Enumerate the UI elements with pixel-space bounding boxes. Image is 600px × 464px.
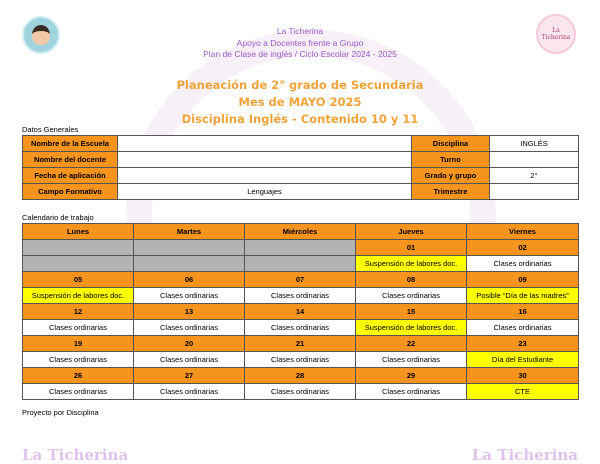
day-number-cell: 22 — [356, 336, 467, 352]
activity-cell: Clases ordinarias — [134, 320, 245, 336]
trimester-value[interactable] — [490, 184, 579, 200]
day-number-cell — [245, 240, 356, 256]
activity-cell: CTE — [467, 384, 579, 400]
header-line-2: Apoyo a Docentes frente a Grupo — [236, 37, 364, 48]
day-number-cell: 12 — [23, 304, 134, 320]
footer-brand-left: La Ticherina — [22, 446, 129, 464]
day-number-cell: 09 — [467, 272, 579, 288]
footer-brand-right: La Ticherina — [471, 446, 578, 464]
general-data-title: Datos Generales — [22, 125, 79, 134]
header-line-3: Plan de Clase de inglés / Ciclo Escolar 2024 - 2025 — [203, 49, 397, 59]
grade-value[interactable]: 2° — [490, 168, 579, 184]
day-header: Martes — [134, 224, 245, 240]
activity-cell: Suspensión de labores doc. — [356, 320, 467, 336]
logo-right-text: La Ticherina — [541, 27, 571, 41]
page-header — [0, 26, 600, 61]
header-line-1: La Ticherina — [276, 26, 324, 36]
date-label: Fecha de aplicación — [23, 168, 118, 184]
activity-cell: Clases ordinarias — [467, 256, 579, 272]
activity-cell: Clases ordinarias — [134, 352, 245, 368]
day-header: Viernes — [467, 224, 579, 240]
calendar-title: Calendario de trabajo — [22, 213, 94, 222]
activity-cell: Suspensión de labores doc. — [356, 256, 467, 272]
activity-cell: Clases ordinarias — [134, 384, 245, 400]
activity-cell — [23, 256, 134, 272]
day-number-cell: 27 — [134, 368, 245, 384]
day-number-cell: 20 — [134, 336, 245, 352]
calendar-table — [22, 223, 579, 400]
school-value[interactable] — [118, 136, 412, 152]
activity-cell: Clases ordinarias — [245, 352, 356, 368]
day-header: Jueves — [356, 224, 467, 240]
teacher-value[interactable] — [118, 152, 412, 168]
shift-label: Turno — [412, 152, 490, 168]
title-line-3: Disciplina Inglés - Contenido 10 y 11 — [181, 112, 419, 126]
activity-cell: Clases ordinarias — [356, 352, 467, 368]
day-number-cell: 08 — [356, 272, 467, 288]
discipline-label: Disciplina — [412, 136, 490, 152]
day-number-cell: 30 — [467, 368, 579, 384]
activity-cell — [245, 256, 356, 272]
day-number-cell: 05 — [23, 272, 134, 288]
project-label: Proyecto por Disciplina — [22, 408, 99, 417]
activity-cell: Día del Estudiante — [467, 352, 579, 368]
day-number-cell: 15 — [356, 304, 467, 320]
day-number-cell: 02 — [467, 240, 579, 256]
activity-cell: Posible “Día de las madres” — [467, 288, 579, 304]
trimester-label: Trimestre — [412, 184, 490, 200]
title-line-2: Mes de MAYO 2025 — [238, 95, 362, 109]
day-number-cell: 16 — [467, 304, 579, 320]
title-line-1: Planeación de 2° grado de Secundaria — [176, 78, 424, 92]
activity-cell: Clases ordinarias — [23, 352, 134, 368]
activity-cell: Clases ordinarias — [356, 384, 467, 400]
day-number-cell: 26 — [23, 368, 134, 384]
day-number-cell: 29 — [356, 368, 467, 384]
general-data-table — [22, 135, 579, 200]
teacher-label: Nombre del docente — [23, 152, 118, 168]
activity-cell: Clases ordinarias — [356, 288, 467, 304]
day-header: Miércoles — [245, 224, 356, 240]
activity-cell: Suspensión de labores doc. — [23, 288, 134, 304]
day-number-cell: 21 — [245, 336, 356, 352]
activity-cell: Clases ordinarias — [467, 320, 579, 336]
day-number-cell: 07 — [245, 272, 356, 288]
day-number-cell: 19 — [23, 336, 134, 352]
field-value[interactable]: Lenguajes — [118, 184, 412, 200]
activity-cell: Clases ordinarias — [245, 384, 356, 400]
activity-cell: Clases ordinarias — [245, 320, 356, 336]
day-number-cell: 13 — [134, 304, 245, 320]
activity-cell: Clases ordinarias — [23, 320, 134, 336]
activity-cell — [134, 256, 245, 272]
day-number-cell: 23 — [467, 336, 579, 352]
field-label: Campo Formativo — [23, 184, 118, 200]
day-number-cell: 06 — [134, 272, 245, 288]
day-number-cell: 28 — [245, 368, 356, 384]
activity-cell: Clases ordinarias — [245, 288, 356, 304]
activity-cell: Clases ordinarias — [23, 384, 134, 400]
day-number-cell: 01 — [356, 240, 467, 256]
day-number-cell: 14 — [245, 304, 356, 320]
day-header: Lunes — [23, 224, 134, 240]
day-number-cell — [23, 240, 134, 256]
shift-value[interactable] — [490, 152, 579, 168]
discipline-value[interactable]: INGLÉS — [490, 136, 579, 152]
grade-label: Grado y grupo — [412, 168, 490, 184]
date-value[interactable] — [118, 168, 412, 184]
activity-cell: Clases ordinarias — [134, 288, 245, 304]
school-label: Nombre de la Escuela — [23, 136, 118, 152]
day-number-cell — [134, 240, 245, 256]
